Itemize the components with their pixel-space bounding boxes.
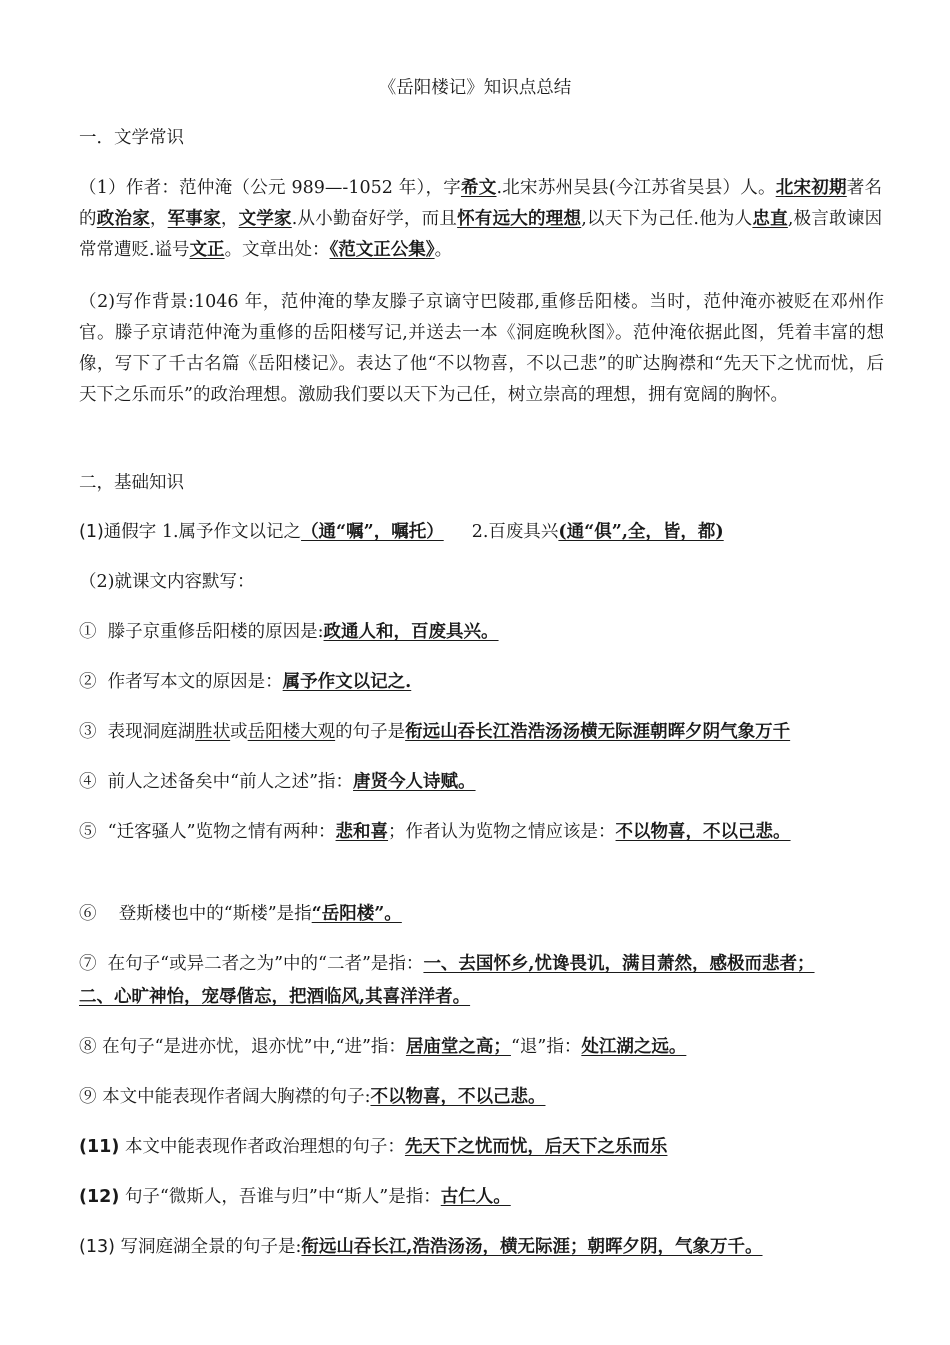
item-answer: 政通人和，百废具兴。 <box>323 622 499 642</box>
item-number: (12) <box>79 1187 120 1207</box>
background-paragraph: （2)写作背景:1046 年，范仲淹的挚友滕子京谪守巴陵郡,重修岳阳楼。当时，范仲淹亦被贬在邓州作官。滕子京请范仲淹为重修的岳阳楼写记,并送去一本《洞庭晚秋图》。范仲淹依据此图，凭着丰富的想像，写下了千古名篇《岳阳楼记》。表达了他“不以物喜，不以己悲”的旷达胸襟和“先天下之忧而忧，后天下之乐而乐”的政治理想。激励我们要以天下为己任，树立崇高的理想，拥有宽阔的胸怀。 <box>79 292 884 405</box>
item-answer: 先天下之忧而忧，后天下之乐而乐 <box>404 1137 668 1157</box>
ideal-term: 怀有远大的理想 <box>457 209 582 229</box>
list-item-continuation <box>79 984 890 1010</box>
section-heading-literature: 一．文学常识 <box>79 128 184 148</box>
item-question: ；作者认为览物之情应该是： <box>388 822 616 842</box>
item-question: 句子“微斯人，吾谁与归”中“斯人”是指： <box>124 1187 441 1207</box>
item-answer: 不以物喜，不以己悲。 <box>615 822 791 842</box>
item-number: (1) <box>79 522 104 542</box>
list-item <box>79 669 890 695</box>
author-text-8: 。 <box>434 240 453 260</box>
item-number: ① <box>79 622 97 642</box>
item-answer: 衔远山吞长江,浩浩汤汤，横无际涯；朝晖夕阴，气象万千。 <box>301 1237 763 1257</box>
list-item <box>79 951 890 977</box>
item-number: ⑧ <box>79 1037 97 1057</box>
list-item <box>79 619 890 645</box>
author-text-5: ,以天下为己任.他为人 <box>581 209 753 229</box>
item-number: (11) <box>79 1137 120 1157</box>
tongjiazi-text-1: 通假字 1.属予作文以记之 <box>103 522 302 542</box>
comma: ， <box>149 209 168 229</box>
item-question: 登斯楼也中的“斯楼”是指 <box>118 904 312 924</box>
list-item <box>79 1134 890 1160</box>
item-number: ④ <box>79 772 97 792</box>
item-answer: 属予作文以记之. <box>282 672 412 692</box>
item-question: 在句子“或异二者之为”中的“二者”是指： <box>107 954 424 974</box>
item-answer: 二、心旷神怡，宠辱偕忘，把酒临风,其喜洋洋者。 <box>79 987 471 1007</box>
author-paragraph <box>79 173 882 266</box>
item-number: ⑨ <box>79 1087 97 1107</box>
item-question: 写洞庭湖全景的句子是: <box>120 1237 302 1257</box>
author-text-7: 。文章出处： <box>224 240 330 260</box>
item-question: 作者写本文的原因是： <box>107 672 283 692</box>
courtesy-name: 希文 <box>460 178 497 198</box>
dictation-heading: （2)就课文内容默写： <box>79 572 255 592</box>
author-text-1: （1）作者：范仲淹（公元 989—-1052 年），字 <box>79 178 461 198</box>
source-book: 《范文正公集》 <box>329 240 435 260</box>
item-number: ⑦ <box>79 954 97 974</box>
trait-term: 忠直 <box>752 209 788 229</box>
role-military: 军事家 <box>167 209 221 229</box>
item-question: “迁客骚人”览物之情有两种： <box>107 822 336 842</box>
list-item <box>79 901 890 927</box>
list-item <box>79 819 890 845</box>
role-politician: 政治家 <box>96 209 150 229</box>
author-text-2: .北宋苏州吴县(今江苏省吴县）人。 <box>496 178 776 198</box>
item-answer: 居庙堂之高； <box>405 1037 511 1057</box>
tongjiazi-line <box>79 519 890 545</box>
list-item <box>79 1184 890 1210</box>
item-question: “退”指： <box>510 1037 582 1057</box>
item-answer: 一、去国怀乡,忧谗畏讥，满目萧然，感极而悲者； <box>423 954 815 974</box>
posthumous-name: 文正 <box>189 240 225 260</box>
item-question: 表现洞庭湖 <box>107 722 196 742</box>
item-number: ⑥ <box>79 904 97 924</box>
item-number: ② <box>79 672 97 692</box>
list-item <box>79 1034 890 1060</box>
item-term: 岳阳楼大观 <box>247 722 336 742</box>
author-text-3: 著名的 <box>79 178 883 229</box>
tongjiazi-answer-2: (通“俱”,全，皆，都) <box>558 522 724 542</box>
author-text-6: ,极言敢谏因常常遭贬.谥号 <box>79 209 883 260</box>
item-number: ⑤ <box>79 822 97 842</box>
item-question: 或 <box>230 722 248 742</box>
item-answer: 处江湖之远。 <box>581 1037 687 1057</box>
item-answer: “岳阳楼”。 <box>311 904 402 924</box>
list-item <box>79 1084 890 1110</box>
item-answer: 悲和喜 <box>335 822 389 842</box>
item-answer: 不以物喜，不以己悲。 <box>370 1087 546 1107</box>
document-title: 《岳阳楼记》知识点总结 <box>378 78 572 98</box>
item-question: 滕子京重修岳阳楼的原因是: <box>107 622 324 642</box>
item-number: ③ <box>79 722 97 742</box>
comma: ， <box>220 209 239 229</box>
item-term: 胜状 <box>195 722 231 742</box>
list-item <box>79 1234 890 1260</box>
section-heading-basics: 二，基础知识 <box>79 473 184 493</box>
tongjiazi-text-2: 2.百废具兴 <box>471 522 559 542</box>
item-number: (13) <box>79 1237 115 1257</box>
era-term: 北宋初期 <box>775 178 847 198</box>
item-answer: 唐贤今人诗赋。 <box>353 772 476 792</box>
tongjiazi-answer-1: （通“嘱”，嘱托） <box>301 522 444 542</box>
item-question: 前人之述备矣中“前人之述”指： <box>107 772 354 792</box>
item-question: 本文中能表现作者政治理想的句子： <box>124 1137 405 1157</box>
item-question: 本文中能表现作者阔大胸襟的句子: <box>102 1087 371 1107</box>
author-text-4: .从小勤奋好学，而且 <box>291 209 458 229</box>
list-item <box>79 719 890 745</box>
role-writer: 文学家 <box>238 209 292 229</box>
item-question: 的句子是 <box>335 722 406 742</box>
item-question: 在句子“是进亦忧，退亦忧”中,“进”指： <box>102 1037 406 1057</box>
list-item <box>79 769 890 795</box>
item-answer: 衔远山吞长江浩浩汤汤横无际涯朝晖夕阴气象万千 <box>405 722 791 742</box>
item-answer: 古仁人。 <box>440 1187 511 1207</box>
